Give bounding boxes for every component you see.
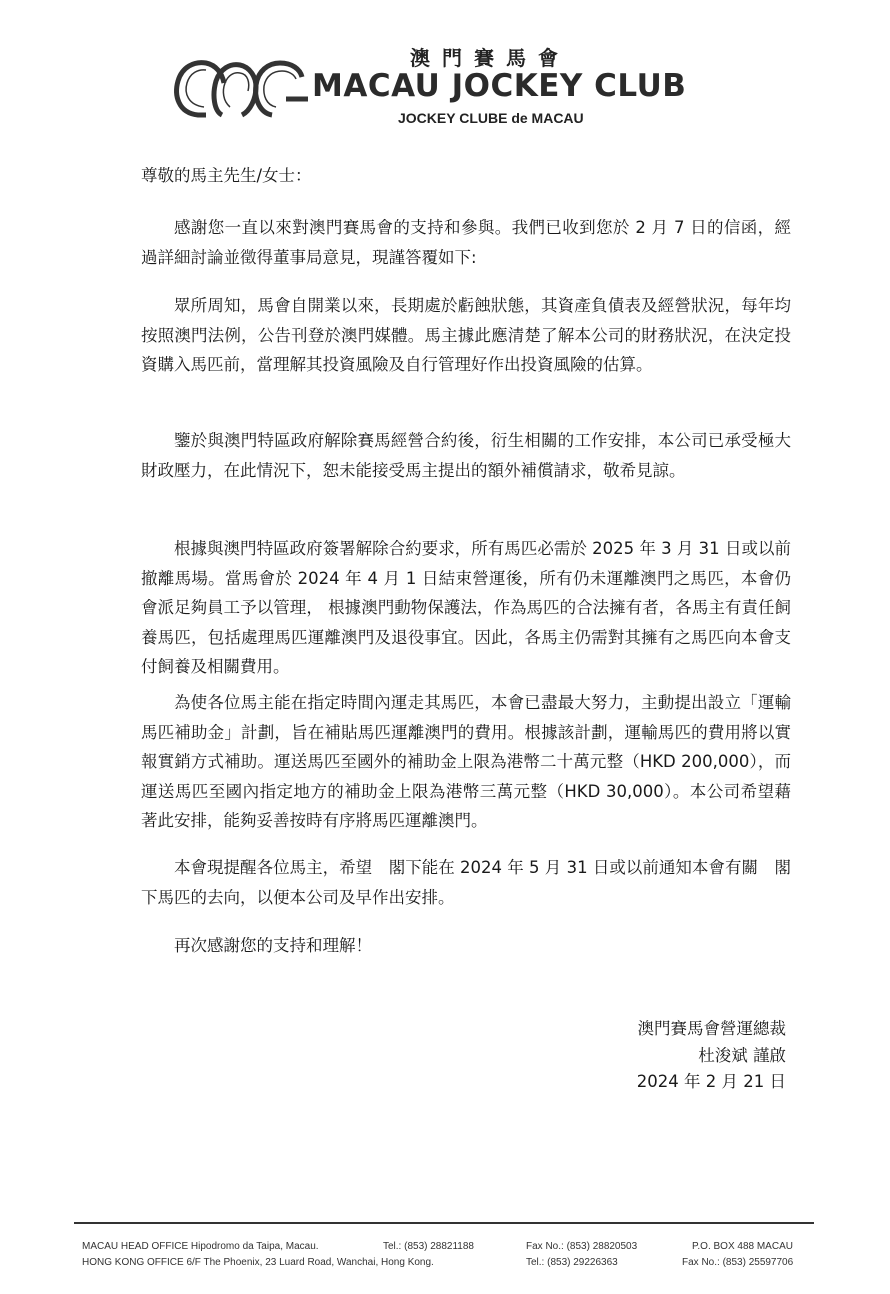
horseshoe-logo-icon [168, 55, 308, 119]
footer-hk-tel: Tel.: (853) 29226363 [526, 1257, 618, 1268]
club-portuguese-name: JOCKEY CLUBE de MACAU [398, 110, 584, 126]
club-chinese-name: 澳門賽馬會 [410, 46, 570, 70]
footer-po-box: P.O. BOX 488 MACAU [692, 1241, 793, 1252]
paragraph-financial-status: 眾所周知，馬會自開業以來，長期處於虧蝕狀態，其資產負債表及經營狀況，每年均按照澳門法例，公告刊登於澳門媒體。馬主據此應清楚了解本公司的財務狀況，在決定投資購入馬匹前，當理解其投資風險及自行管理好作出投資風險的估算。 [141, 296, 791, 374]
signature-title: 澳門賽馬會營運總裁 [637, 1019, 786, 1038]
footer-head-office: MACAU HEAD OFFICE Hipodromo da Taipa, Macau. [82, 1241, 319, 1252]
salutation: 尊敬的馬主先生/女士： [141, 166, 312, 185]
signature-name: 杜浚斌 謹啟 [698, 1046, 786, 1065]
footer-head-tel: Tel.: (853) 28821188 [383, 1241, 474, 1252]
paragraph-horse-removal: 根據與澳門特區政府簽署解除合約要求，所有馬匹必需於 2025 年 3 月 31 日或以前撤離馬場。當馬會於 2024 年 4 月 1 日結束營運後，所有仍未運離澳門之馬匹，本會仍會派足夠員工予以管理， 根據澳門動物保護法，作為馬匹的合法擁有者，各馬主有責任飼養馬匹，包括處理馬匹運離澳門及退役事宜。因此，各馬主仍需對其擁有之馬匹向本會支付飼養及相關費用。 [141, 539, 791, 676]
footer-divider [74, 1222, 814, 1224]
paragraph-thanks: 再次感謝您的支持和理解！ [174, 936, 372, 955]
footer-head-fax: Fax No.: (853) 28820503 [526, 1241, 638, 1252]
paragraph-reminder: 本會現提醒各位馬主，希望 閣下能在 2024 年 5 月 31 日或以前通知本會有關 閣下馬匹的去向，以便本公司及早作出安排。 [141, 858, 791, 907]
footer-hk-office: HONG KONG OFFICE 6/F The Phoenix, 23 Luard Road, Wanchai, Hong Kong. [82, 1257, 434, 1268]
footer-hk-fax: Fax No.: (853) 25597706 [682, 1257, 794, 1268]
letter-date: 2024 年 2 月 21 日 [636, 1072, 786, 1091]
paragraph-compensation-declined: 鑒於與澳門特區政府解除賽馬經營合約後，衍生相關的工作安排，本公司已承受極大財政壓力，在此情況下，恕未能接受馬主提出的額外補償請求，敬希見諒。 [141, 431, 791, 480]
club-english-name: MACAU JOCKEY CLUB [312, 68, 687, 104]
paragraph-acknowledgement: 感謝您一直以來對澳門賽馬會的支持和參與。我們已收到您於 2 月 7 日的信函，經過詳細討論並徵得董事局意見，現謹答覆如下: [141, 218, 791, 267]
paragraph-transport-subsidy: 為使各位馬主能在指定時間內運走其馬匹，本會已盡最大努力，主動提出設立「運輸馬匹補助金」計劃，旨在補貼馬匹運離澳門的費用。根據該計劃，運輸馬匹的費用將以實報實銷方式補助。運送馬匹至國外的補助金上限為港幣二十萬元整（HKD 200,000），而運送馬匹至國內指定地方的補助金上限為港幣三萬元整（HKD 30,000）。本公司希望藉著此安排，能夠妥善按時有序將馬匹運離澳門。 [141, 693, 791, 830]
